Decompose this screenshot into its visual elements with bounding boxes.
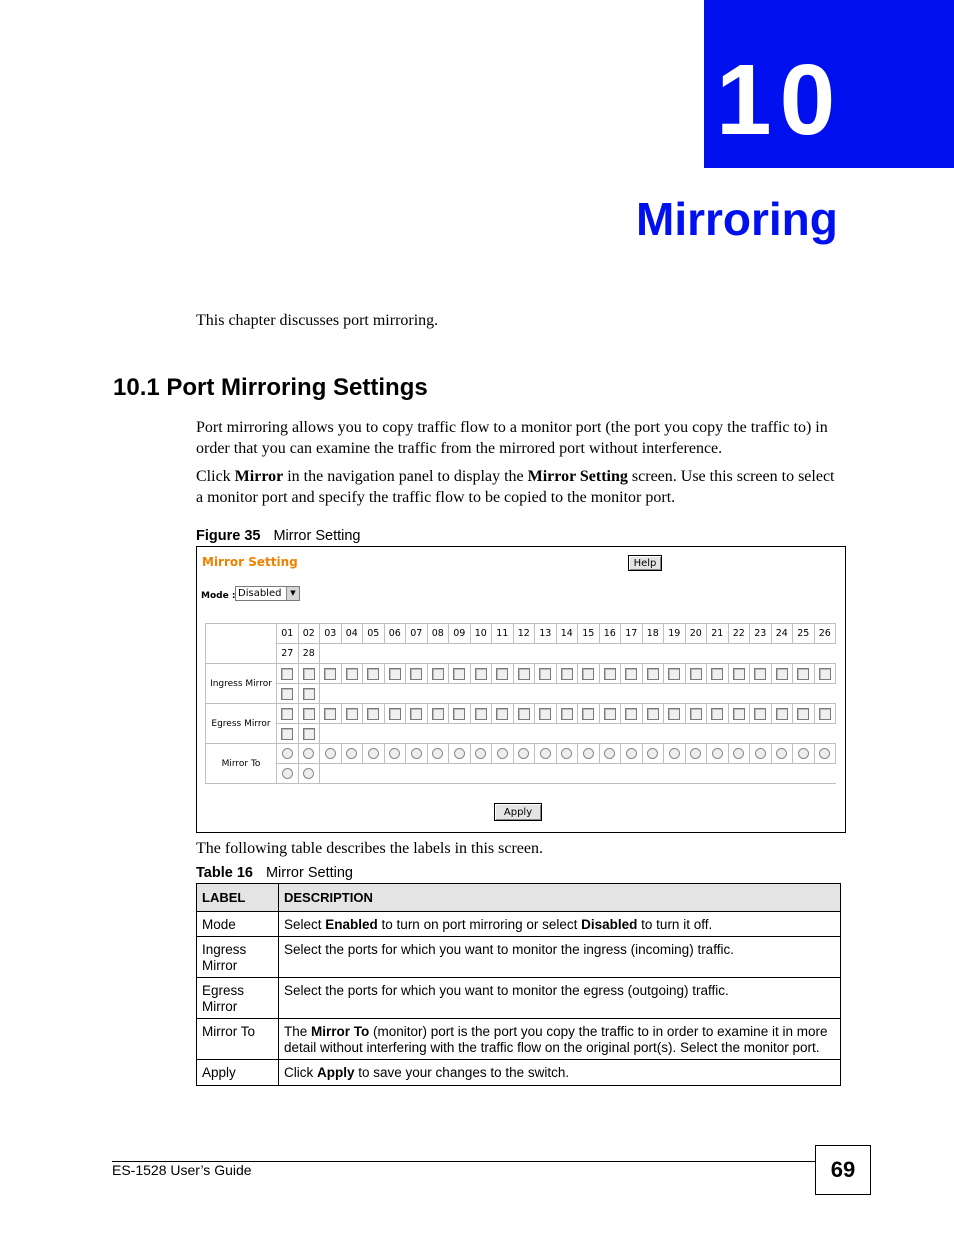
port-header: 04 (341, 624, 363, 644)
mirror-to-radio[interactable] (432, 748, 443, 759)
egress-mirror-checkbox[interactable] (518, 708, 530, 720)
egress-mirror-checkbox[interactable] (496, 708, 508, 720)
egress-mirror-checkbox[interactable] (539, 708, 551, 720)
egress-mirror-checkbox[interactable] (582, 708, 594, 720)
mirror-to-radio[interactable] (411, 748, 422, 759)
row-description: Click Apply to save your changes to the switch. (279, 1060, 841, 1086)
table-row (197, 978, 841, 1019)
help-button[interactable]: Help (628, 555, 662, 571)
ingress-mirror-checkbox[interactable] (819, 668, 831, 680)
ingress-mirror-checkbox[interactable] (561, 668, 573, 680)
mirror-to-radio[interactable] (755, 748, 766, 759)
mirror-to-radio[interactable] (604, 748, 615, 759)
port-header: 07 (406, 624, 428, 644)
ingress-mirror-checkbox[interactable] (539, 668, 551, 680)
ingress-mirror-checkbox[interactable] (281, 688, 293, 700)
port-header: 11 (492, 624, 514, 644)
port-header: 24 (771, 624, 793, 644)
mirror-to-radio[interactable] (561, 748, 572, 759)
port-header: 01 (277, 624, 299, 644)
egress-mirror-checkbox[interactable] (797, 708, 809, 720)
mirror-to-label: Mirror To (206, 744, 277, 784)
egress-mirror-checkbox[interactable] (432, 708, 444, 720)
ingress-mirror-checkbox[interactable] (432, 668, 444, 680)
table-row (197, 1019, 841, 1060)
footer-guide-title: ES-1528 User’s Guide (112, 1162, 252, 1178)
row-description: The Mirror To (monitor) port is the port you copy the traffic to in order to examine it in more detail without interfering with the traffic flow on the original port(s). Select the monitor port. (279, 1019, 841, 1060)
ingress-mirror-checkbox[interactable] (518, 668, 530, 680)
egress-mirror-checkbox[interactable] (281, 728, 293, 740)
port-header: 09 (449, 624, 471, 644)
port-header: 18 (642, 624, 664, 644)
egress-mirror-checkbox[interactable] (475, 708, 487, 720)
row-description: Select the ports for which you want to monitor the egress (outgoing) traffic. (279, 978, 841, 1019)
paragraph-port-mirroring: Port mirroring allows you to copy traffic flow to a monitor port (the port you copy the traffic to) in order that you can examine the traffic from the mirrored port without interference. (196, 419, 828, 457)
egress-mirror-checkbox[interactable] (281, 708, 293, 720)
mirror-to-radio[interactable] (798, 748, 809, 759)
egress-mirror-checkbox[interactable] (367, 708, 379, 720)
ingress-mirror-checkbox[interactable] (754, 668, 766, 680)
port-header: 16 (599, 624, 621, 644)
egress-mirror-checkbox[interactable] (410, 708, 422, 720)
egress-mirror-checkbox[interactable] (453, 708, 465, 720)
ingress-mirror-checkbox[interactable] (324, 668, 336, 680)
port-header: 03 (320, 624, 342, 644)
egress-mirror-checkbox[interactable] (711, 708, 723, 720)
port-header: 23 (750, 624, 772, 644)
page-number: 69 (815, 1145, 871, 1195)
ingress-mirror-checkbox[interactable] (303, 668, 315, 680)
port-header: 14 (556, 624, 578, 644)
port-header: 17 (621, 624, 643, 644)
row-description: Select Enabled to turn on port mirroring or select Disabled to turn it off. (279, 911, 841, 937)
mirror-to-radio[interactable] (733, 748, 744, 759)
mirror-to-radio[interactable] (282, 748, 293, 759)
chevron-down-icon: ▼ (286, 587, 299, 600)
port-header: 12 (513, 624, 535, 644)
ingress-mirror-checkbox[interactable] (690, 668, 702, 680)
port-header: 21 (707, 624, 729, 644)
mirror-to-radio[interactable] (389, 748, 400, 759)
port-header: 28 (298, 644, 320, 664)
section-heading: 10.1 Port Mirroring Settings (113, 374, 428, 401)
figure-caption: Figure 35 Mirror Setting (196, 528, 361, 544)
mirror-to-radio[interactable] (368, 748, 379, 759)
paragraph-click-mirror: Click Mirror in the navigation panel to display the Mirror Setting screen. Use this screen to select a monitor port and specify the traffic flow to be copied to the monitor port. (196, 468, 835, 506)
ingress-mirror-checkbox[interactable] (281, 668, 293, 680)
ingress-mirror-checkbox[interactable] (647, 668, 659, 680)
egress-mirror-checkbox[interactable] (668, 708, 680, 720)
mirror-to-radio[interactable] (712, 748, 723, 759)
port-header: 19 (664, 624, 686, 644)
egress-mirror-checkbox[interactable] (604, 708, 616, 720)
mirror-to-radio[interactable] (325, 748, 336, 759)
port-header: 15 (578, 624, 600, 644)
mirror-to-radio[interactable] (454, 748, 465, 759)
ingress-mirror-checkbox[interactable] (582, 668, 594, 680)
row-label: Apply (197, 1060, 279, 1086)
mirror-to-radio[interactable] (282, 768, 293, 779)
ingress-mirror-checkbox[interactable] (496, 668, 508, 680)
mirror-to-radio[interactable] (497, 748, 508, 759)
egress-mirror-checkbox[interactable] (819, 708, 831, 720)
port-header: 26 (814, 624, 836, 644)
ingress-mirror-checkbox[interactable] (625, 668, 637, 680)
table-row (197, 937, 841, 978)
ingress-mirror-checkbox[interactable] (389, 668, 401, 680)
row-label: Mirror To (197, 1019, 279, 1060)
egress-mirror-checkbox[interactable] (303, 708, 315, 720)
egress-mirror-checkbox[interactable] (303, 728, 315, 740)
mirror-to-radio[interactable] (647, 748, 658, 759)
port-header: 05 (363, 624, 385, 644)
port-header: 06 (384, 624, 406, 644)
chapter-title: Mirroring (636, 193, 838, 245)
mirror-to-radio[interactable] (303, 768, 314, 779)
ingress-mirror-checkbox[interactable] (475, 668, 487, 680)
port-header: 27 (277, 644, 299, 664)
apply-button[interactable]: Apply (494, 803, 542, 821)
row-description: Select the ports for which you want to monitor the ingress (incoming) traffic. (279, 937, 841, 978)
row-label: Egress Mirror (197, 978, 279, 1019)
after-figure-text: The following table describes the labels in this screen. (196, 840, 544, 857)
port-header: 10 (470, 624, 492, 644)
egress-mirror-checkbox[interactable] (776, 708, 788, 720)
mirror-to-radio[interactable] (669, 748, 680, 759)
table-row (197, 1060, 841, 1086)
ingress-mirror-checkbox[interactable] (797, 668, 809, 680)
row-label: Mode (197, 911, 279, 937)
table-caption: Table 16 Mirror Setting (196, 865, 353, 881)
mirror-to-radio[interactable] (583, 748, 594, 759)
ingress-mirror-checkbox[interactable] (668, 668, 680, 680)
mirror-to-radio[interactable] (475, 748, 486, 759)
egress-mirror-checkbox[interactable] (346, 708, 358, 720)
screen-title: Mirror Setting (202, 555, 298, 569)
port-header: 25 (793, 624, 815, 644)
egress-mirror-checkbox[interactable] (733, 708, 745, 720)
ingress-mirror-checkbox[interactable] (733, 668, 745, 680)
intro-text: This chapter discusses port mirroring. (196, 312, 439, 329)
egress-mirror-checkbox[interactable] (561, 708, 573, 720)
mirror-to-radio[interactable] (303, 748, 314, 759)
ingress-mirror-checkbox[interactable] (410, 668, 422, 680)
mirror-to-radio[interactable] (819, 748, 830, 759)
chapter-number: 10 (716, 44, 844, 156)
egress-mirror-label: Egress Mirror (206, 704, 277, 744)
mode-select[interactable]: Disabled ▼ (235, 586, 300, 601)
port-header: 22 (728, 624, 750, 644)
port-header: 13 (535, 624, 557, 644)
ingress-mirror-checkbox[interactable] (367, 668, 379, 680)
mirror-to-radio[interactable] (346, 748, 357, 759)
ingress-mirror-checkbox[interactable] (453, 668, 465, 680)
port-grid (205, 623, 836, 784)
mirror-setting-screenshot (196, 546, 846, 833)
row-label: Ingress Mirror (197, 937, 279, 978)
ingress-mirror-checkbox[interactable] (711, 668, 723, 680)
egress-mirror-checkbox[interactable] (690, 708, 702, 720)
ingress-mirror-checkbox[interactable] (604, 668, 616, 680)
table-header: LABEL (197, 884, 279, 912)
mirror-to-radio[interactable] (626, 748, 637, 759)
ingress-mirror-checkbox[interactable] (776, 668, 788, 680)
description-table (196, 883, 841, 1086)
ingress-mirror-checkbox[interactable] (346, 668, 358, 680)
port-header: 08 (427, 624, 449, 644)
egress-mirror-checkbox[interactable] (324, 708, 336, 720)
ingress-mirror-checkbox[interactable] (303, 688, 315, 700)
egress-mirror-checkbox[interactable] (647, 708, 659, 720)
ingress-mirror-label: Ingress Mirror (206, 664, 277, 704)
mode-label: Mode : (201, 591, 236, 601)
port-header: 02 (298, 624, 320, 644)
mirror-to-radio[interactable] (540, 748, 551, 759)
mirror-to-radio[interactable] (776, 748, 787, 759)
mirror-to-radio[interactable] (690, 748, 701, 759)
egress-mirror-checkbox[interactable] (625, 708, 637, 720)
mirror-to-radio[interactable] (518, 748, 529, 759)
egress-mirror-checkbox[interactable] (754, 708, 766, 720)
egress-mirror-checkbox[interactable] (389, 708, 401, 720)
table-row (197, 911, 841, 937)
grid-corner (206, 624, 277, 664)
port-header: 20 (685, 624, 707, 644)
table-header: DESCRIPTION (279, 884, 841, 912)
